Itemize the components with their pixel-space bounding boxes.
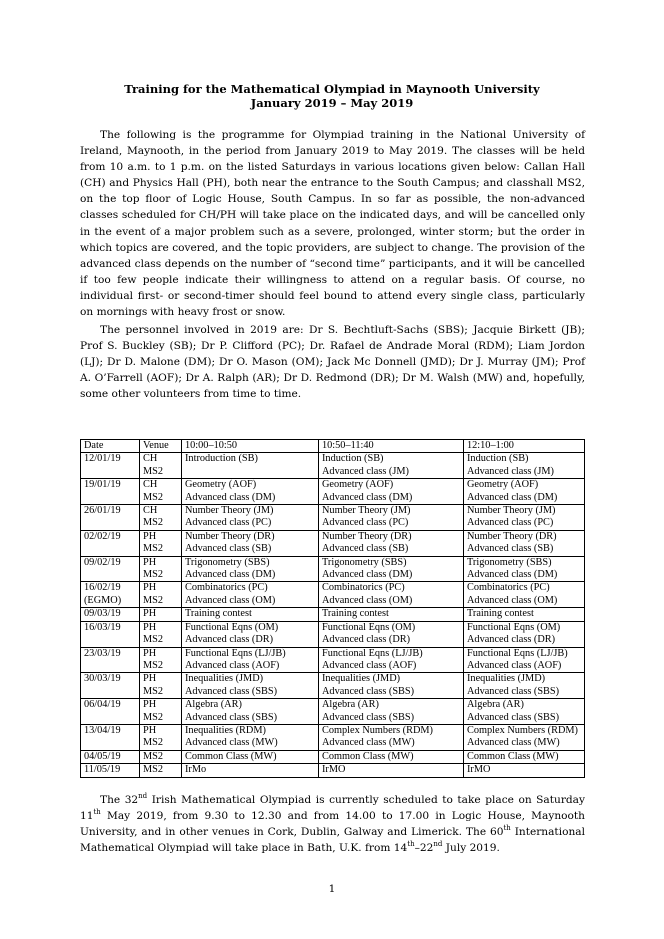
cell-line: Induction (SB) xyxy=(322,453,384,465)
cell-slot-2 xyxy=(319,750,464,763)
cell-line: MS2 xyxy=(143,569,164,581)
closing-text-2: Irish Mathematical Olympiad is currently scheduled to take place on Saturday 11 xyxy=(80,794,585,823)
cell-slot-1 xyxy=(182,699,319,725)
cell-slot-2 xyxy=(319,764,464,777)
cell-slot-1 xyxy=(182,621,319,647)
header-slot-1: 10:00–10:50 xyxy=(182,440,319,453)
cell-line: Number Theory (DR) xyxy=(185,530,275,542)
cell-line: Advanced class (SBS) xyxy=(322,685,415,697)
cell-line: MS2 xyxy=(143,634,164,646)
closing-text-4: International Mathematical Olympiad will take place in Bath, U.K. from 14 xyxy=(80,826,585,855)
cell-line: PH xyxy=(143,724,157,736)
cell-line: Inequalities (RDM) xyxy=(185,724,266,736)
cell-venue xyxy=(140,673,182,699)
cell-line: 19/01/19 xyxy=(84,479,121,491)
cell-date xyxy=(81,699,140,725)
table-row xyxy=(81,479,585,505)
cell-line: 16/02/19 xyxy=(84,582,121,594)
cell-line: Common Class (MW) xyxy=(467,750,559,762)
cell-date xyxy=(81,724,140,750)
header-venue: Venue xyxy=(140,440,182,453)
cell-line: Trigonometry (SBS) xyxy=(467,556,552,568)
cell-line: MS2 xyxy=(143,685,164,697)
cell-slot-1 xyxy=(182,724,319,750)
cell-line: Number Theory (DR) xyxy=(322,530,412,542)
cell-line: 26/01/19 xyxy=(84,505,121,517)
table-header-row xyxy=(81,440,585,453)
cell-line: Number Theory (JM) xyxy=(322,505,411,517)
closing-sup-2: th xyxy=(93,808,101,817)
closing-paragraph xyxy=(80,792,585,856)
cell-line: Advanced class (AOF) xyxy=(467,659,562,671)
cell-line: 02/02/19 xyxy=(84,530,121,542)
cell-line: Functional Eqns (LJ/JB) xyxy=(185,647,286,659)
cell-venue xyxy=(140,724,182,750)
cell-line: 11/05/19 xyxy=(84,764,121,776)
cell-venue xyxy=(140,530,182,556)
cell-line: PH xyxy=(143,647,157,659)
cell-line: 16/03/19 xyxy=(84,621,121,633)
cell-venue xyxy=(140,505,182,531)
cell-line: Advanced class (DR) xyxy=(185,634,274,646)
cell-date xyxy=(81,750,140,763)
cell-venue xyxy=(140,608,182,621)
cell-line: Advanced class (AOF) xyxy=(185,659,280,671)
cell-slot-2 xyxy=(319,647,464,673)
closing-sup-1: nd xyxy=(138,792,148,800)
cell-slot-1 xyxy=(182,750,319,763)
cell-line: MS2 xyxy=(143,764,164,776)
cell-slot-3 xyxy=(464,453,585,479)
cell-line: Algebra (AR) xyxy=(185,699,242,711)
closing-text-3: May 2019, from 9.30 to 12.30 and from 14.00 to 17.00 in Logic House, Maynooth University, and in other venues in Cork, Dublin, Galway and Limerick. The 60 xyxy=(80,810,585,839)
cell-venue xyxy=(140,647,182,673)
cell-date xyxy=(81,505,140,531)
closing-text-6: July 2019. xyxy=(442,842,500,855)
cell-line: IrMO xyxy=(467,764,491,776)
cell-slot-1 xyxy=(182,479,319,505)
cell-line: IrMO xyxy=(322,764,346,776)
cell-line: Training contest xyxy=(322,608,389,620)
cell-date xyxy=(81,479,140,505)
cell-date xyxy=(81,582,140,608)
cell-venue xyxy=(140,479,182,505)
cell-line: Geometry (AOF) xyxy=(467,479,539,491)
cell-slot-2 xyxy=(319,608,464,621)
cell-slot-2 xyxy=(319,556,464,582)
cell-line: Advanced class (JM) xyxy=(322,465,409,477)
document-title: Training for the Mathematical Olympiad in Maynooth University xyxy=(124,82,540,96)
table-row xyxy=(81,673,585,699)
table-row xyxy=(81,764,585,777)
cell-line: Advanced class (PC) xyxy=(467,517,554,529)
cell-line: Advanced class (OM) xyxy=(185,594,276,606)
cell-date xyxy=(81,608,140,621)
cell-line: Advanced class (OM) xyxy=(322,594,413,606)
cell-slot-3 xyxy=(464,647,585,673)
cell-line: Combinatorics (PC) xyxy=(322,582,405,594)
cell-slot-1 xyxy=(182,505,319,531)
header-slot-3: 12:10–1:00 xyxy=(464,440,585,453)
cell-line: Inequalities (JMD) xyxy=(185,673,264,685)
cell-line: MS2 xyxy=(143,659,164,671)
cell-slot-3 xyxy=(464,530,585,556)
header-slot-2: 10:50–11:40 xyxy=(319,440,464,453)
cell-line: PH xyxy=(143,582,157,594)
cell-line: MS2 xyxy=(143,750,164,762)
cell-slot-1 xyxy=(182,453,319,479)
cell-line: Advanced class (SB) xyxy=(322,543,409,555)
cell-line: Functional Eqns (LJ/JB) xyxy=(322,647,423,659)
cell-line: Advanced class (OM) xyxy=(467,594,558,606)
closing-sup-3: th xyxy=(503,824,511,833)
header-date: Date xyxy=(81,440,140,453)
table-row xyxy=(81,556,585,582)
cell-date xyxy=(81,556,140,582)
cell-line: Combinatorics (PC) xyxy=(467,582,550,594)
cell-date xyxy=(81,530,140,556)
cell-line: Advanced class (DM) xyxy=(467,491,558,503)
cell-slot-3 xyxy=(464,724,585,750)
cell-line: 12/01/19 xyxy=(84,453,121,465)
cell-venue xyxy=(140,582,182,608)
closing-sup-4: th xyxy=(407,840,415,849)
cell-venue xyxy=(140,453,182,479)
cell-line: Advanced class (PC) xyxy=(185,517,272,529)
cell-line: Training contest xyxy=(467,608,534,620)
cell-date xyxy=(81,647,140,673)
cell-line: Advanced class (DM) xyxy=(185,491,276,503)
cell-slot-3 xyxy=(464,750,585,763)
cell-line: MS2 xyxy=(143,594,164,606)
table-row xyxy=(81,621,585,647)
cell-line: Induction (SB) xyxy=(467,453,529,465)
cell-line: Inequalities (JMD) xyxy=(322,673,401,685)
cell-slot-2 xyxy=(319,699,464,725)
cell-line: Algebra (AR) xyxy=(467,699,524,711)
cell-line: CH xyxy=(143,505,158,517)
cell-line: Advanced class (SBS) xyxy=(322,711,415,723)
cell-line: Functional Eqns (OM) xyxy=(185,621,279,633)
cell-line: PH xyxy=(143,699,157,711)
cell-venue xyxy=(140,699,182,725)
schedule-table-body xyxy=(81,453,585,777)
cell-line: Advanced class (DM) xyxy=(467,569,558,581)
cell-line: MS2 xyxy=(143,517,164,529)
cell-line: Advanced class (PC) xyxy=(322,517,409,529)
cell-slot-1 xyxy=(182,530,319,556)
cell-slot-2 xyxy=(319,453,464,479)
cell-line: PH xyxy=(143,530,157,542)
cell-slot-2 xyxy=(319,724,464,750)
cell-line: Functional Eqns (OM) xyxy=(322,621,416,633)
closing-text-1: The 32 xyxy=(100,794,139,806)
cell-line: Number Theory (JM) xyxy=(185,505,274,517)
cell-venue xyxy=(140,556,182,582)
cell-line: PH xyxy=(143,621,157,633)
cell-line: MS2 xyxy=(143,711,164,723)
cell-line: Trigonometry (SBS) xyxy=(185,556,270,568)
cell-slot-2 xyxy=(319,505,464,531)
table-row xyxy=(81,647,585,673)
cell-line: Advanced class (SBS) xyxy=(185,685,278,697)
cell-line: Advanced class (SBS) xyxy=(185,711,278,723)
cell-line: Functional Eqns (OM) xyxy=(467,621,561,633)
cell-line: Complex Numbers (RDM) xyxy=(467,724,578,736)
table-row xyxy=(81,505,585,531)
cell-line: Functional Eqns (LJ/JB) xyxy=(467,647,568,659)
table-row xyxy=(81,530,585,556)
cell-line: Advanced class (DM) xyxy=(322,569,413,581)
cell-date xyxy=(81,764,140,777)
cell-line: Advanced class (DM) xyxy=(185,569,276,581)
document-subtitle-dates: January 2019 – May 2019 xyxy=(250,96,414,110)
cell-date xyxy=(81,453,140,479)
cell-slot-1 xyxy=(182,673,319,699)
closing-sup-5: nd xyxy=(433,840,443,849)
cell-line: Advanced class (DR) xyxy=(467,634,556,646)
cell-line: Geometry (AOF) xyxy=(322,479,394,491)
cell-slot-2 xyxy=(319,530,464,556)
cell-line: Advanced class (SBS) xyxy=(467,685,560,697)
table-row xyxy=(81,582,585,608)
cell-line: MS2 xyxy=(143,465,164,477)
personnel-paragraph: The personnel involved in 2019 are: Dr S. Bechtluft-Sachs (SBS); Jacquie Birkett (JB); Prof S. Buckley (SB); Dr P. Clifford (PC); Dr. Rafael de Andrade Moral (RDM); Liam Jordon (LJ); Dr D. Malone (DM); Dr O. Mason (OM); Jack Mc Donnell (JMD); Dr J. Murray (JM); Prof A. O’Farrell (AOF); Dr A. Ralph (AR); Dr D. Redmond (DR); Dr M. Walsh (MW) and, hopefully, some other volunteers from time to time. xyxy=(80,324,585,401)
table-row xyxy=(81,453,585,479)
cell-line: Advanced class (MW) xyxy=(467,737,560,749)
cell-line: 04/05/19 xyxy=(84,750,121,762)
cell-line: Trigonometry (SBS) xyxy=(322,556,407,568)
cell-slot-3 xyxy=(464,505,585,531)
cell-venue xyxy=(140,750,182,763)
cell-line: CH xyxy=(143,479,158,491)
cell-line: CH xyxy=(143,453,158,465)
cell-slot-2 xyxy=(319,673,464,699)
intro-paragraph: The following is the programme for Olympiad training in the National University of Ireland, Maynooth, in the period from January 2019 to May 2019. The classes will be held from 10 a.m. to 1 p.m. on the listed Saturdays in various locations given below: Callan Hall (CH) and Physics Hall (PH), both near the entrance to the South Campus; and classhall MS2, on the top floor of Logic House, South Campus. In so far as possible, the non-advanced classes scheduled for CH/PH will take place on the indicated days, and will be cancelled only in the event of a major problem such as a severe, prolonged, winter storm; but the order in which topics are covered, and the topic providers, are subject to change. The provision of the advanced class depends on the number of “second time” participants, and it will be cancelled if too few people indicate their willingness to attend on a regular basis. Of course, no individual first- or second-timer should feel bound to attend every single class, particularly on mornings with heavy frost or snow. xyxy=(80,129,585,319)
schedule-table xyxy=(80,439,585,778)
cell-slot-3 xyxy=(464,699,585,725)
cell-line: Advanced class (MW) xyxy=(322,737,415,749)
cell-line: Complex Numbers (RDM) xyxy=(322,724,433,736)
cell-line: Advanced class (AOF) xyxy=(322,659,417,671)
cell-line: Advanced class (SB) xyxy=(185,543,272,555)
cell-line: PH xyxy=(143,608,157,620)
cell-line: Introduction (SB) xyxy=(185,453,258,465)
cell-line: Training contest xyxy=(185,608,252,620)
cell-slot-3 xyxy=(464,673,585,699)
table-row xyxy=(81,750,585,763)
cell-line: 09/03/19 xyxy=(84,608,121,620)
cell-line: PH xyxy=(143,673,157,685)
cell-slot-3 xyxy=(464,556,585,582)
cell-line: Advanced class (JM) xyxy=(467,465,554,477)
cell-slot-3 xyxy=(464,608,585,621)
cell-line: MS2 xyxy=(143,737,164,749)
cell-line: Advanced class (MW) xyxy=(185,737,278,749)
cell-venue xyxy=(140,764,182,777)
cell-slot-3 xyxy=(464,764,585,777)
cell-line: (EGMO) xyxy=(84,594,122,606)
cell-line: Algebra (AR) xyxy=(322,699,379,711)
cell-line: 13/04/19 xyxy=(84,724,121,736)
cell-venue xyxy=(140,621,182,647)
cell-line: Common Class (MW) xyxy=(322,750,414,762)
cell-line: Advanced class (SB) xyxy=(467,543,554,555)
cell-line: MS2 xyxy=(143,491,164,503)
cell-line: Number Theory (DR) xyxy=(467,530,557,542)
table-row xyxy=(81,724,585,750)
cell-line: 06/04/19 xyxy=(84,699,121,711)
cell-slot-1 xyxy=(182,608,319,621)
cell-line: Combinatorics (PC) xyxy=(185,582,268,594)
cell-line: Common Class (MW) xyxy=(185,750,277,762)
cell-slot-1 xyxy=(182,647,319,673)
cell-slot-3 xyxy=(464,621,585,647)
cell-slot-1 xyxy=(182,764,319,777)
cell-line: Inequalities (JMD) xyxy=(467,673,546,685)
cell-slot-2 xyxy=(319,479,464,505)
cell-slot-1 xyxy=(182,582,319,608)
cell-line: IrMo xyxy=(185,764,207,776)
cell-slot-2 xyxy=(319,621,464,647)
cell-slot-1 xyxy=(182,556,319,582)
cell-line: 09/02/19 xyxy=(84,556,121,568)
table-row xyxy=(81,608,585,621)
cell-line: PH xyxy=(143,556,157,568)
cell-line: 30/03/19 xyxy=(84,673,121,685)
cell-date xyxy=(81,621,140,647)
cell-line: Number Theory (JM) xyxy=(467,505,556,517)
cell-slot-2 xyxy=(319,582,464,608)
cell-date xyxy=(81,673,140,699)
cell-line: Geometry (AOF) xyxy=(185,479,257,491)
cell-line: Advanced class (SBS) xyxy=(467,711,560,723)
cell-line: Advanced class (DM) xyxy=(322,491,413,503)
cell-line: MS2 xyxy=(143,543,164,555)
cell-line xyxy=(185,466,315,478)
cell-line: Advanced class (DR) xyxy=(322,634,411,646)
cell-slot-3 xyxy=(464,479,585,505)
cell-slot-3 xyxy=(464,582,585,608)
cell-line: 23/03/19 xyxy=(84,647,121,659)
table-row xyxy=(81,699,585,725)
closing-text-5: –22 xyxy=(414,842,434,855)
page-number: 1 xyxy=(328,883,336,895)
